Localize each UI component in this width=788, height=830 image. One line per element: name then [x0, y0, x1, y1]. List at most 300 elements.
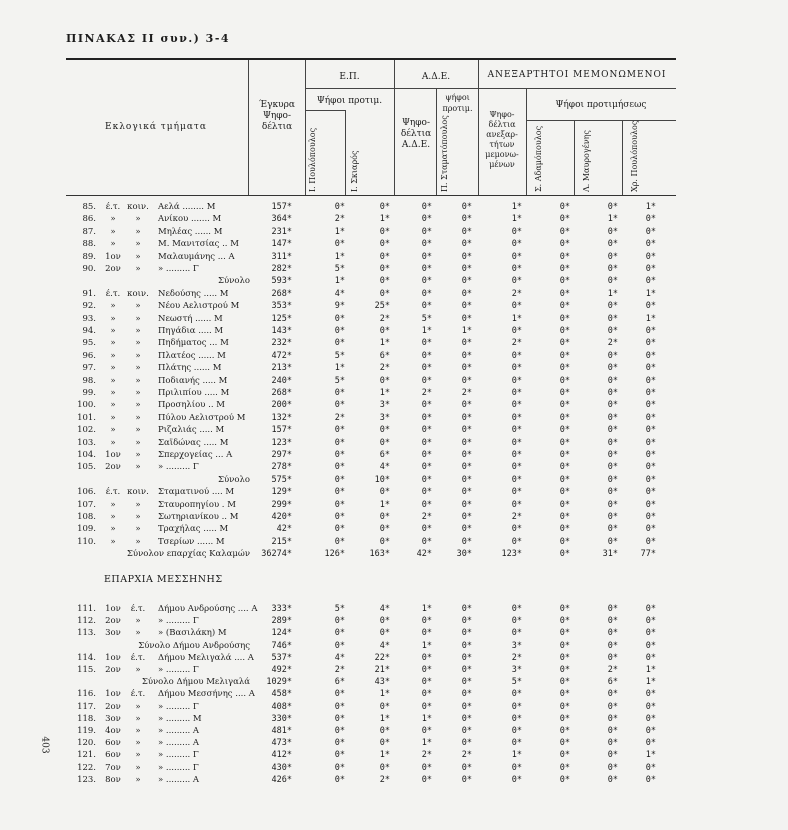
row-value: 0* — [461, 276, 472, 287]
row-value: 0* — [379, 288, 390, 299]
row-value: 0* — [559, 474, 570, 485]
row-value: 4* — [334, 652, 345, 663]
row-value: 0* — [645, 512, 656, 522]
row-number: 110. — [77, 536, 96, 547]
row-value: 0* — [461, 652, 472, 663]
row-value: 0* — [379, 226, 390, 237]
row-value: 0* — [559, 338, 570, 349]
row-value: 0* — [511, 616, 522, 627]
row-value: 1* — [645, 288, 656, 299]
row-type: » — [135, 713, 141, 724]
row-value: 0* — [511, 350, 522, 361]
row-value: 0* — [645, 652, 656, 663]
row-value: 0* — [511, 774, 522, 785]
row-type: » — [135, 388, 141, 398]
row-value: 0* — [511, 450, 522, 460]
row-value: 268* — [271, 388, 292, 398]
table-row — [0, 475, 788, 486]
row-value: 0* — [645, 604, 656, 614]
row-value: 0* — [511, 762, 522, 773]
row-value: 5* — [334, 375, 345, 386]
row-value: 132* — [271, 412, 292, 423]
row-value: 0* — [645, 400, 656, 411]
row-value: 0* — [511, 425, 522, 436]
row-value: 0* — [379, 524, 390, 535]
row-value: 1* — [421, 738, 432, 749]
row-value: 0* — [607, 536, 618, 547]
row-type: » — [135, 462, 141, 473]
row-value: 0* — [645, 276, 656, 287]
row-type: » — [135, 437, 141, 448]
row-value: 0* — [461, 774, 472, 785]
row-value: 0* — [559, 689, 570, 700]
row-value: 2* — [334, 665, 345, 675]
row-value: 123* — [271, 437, 292, 448]
row-value: 0* — [607, 713, 618, 724]
row-value: 0* — [421, 499, 432, 510]
row-value: 0* — [334, 689, 345, 700]
row-district: 1ον — [105, 450, 121, 460]
table-row — [0, 763, 788, 774]
row-value: 147* — [271, 239, 292, 250]
row-value: 0* — [511, 524, 522, 535]
row-value: 0* — [334, 462, 345, 473]
group-rule — [305, 110, 345, 111]
header-independent-ballots: Ψηφο- δέλτια ανεξαρ- τήτων μεμονω- μένων — [485, 110, 519, 169]
row-value: 0* — [645, 487, 656, 498]
row-value: 0* — [645, 450, 656, 460]
row-number: 117. — [77, 701, 96, 712]
row-value: 1* — [379, 689, 390, 700]
row-value: 0* — [559, 226, 570, 237]
row-value: 2* — [511, 652, 522, 663]
row-type: » — [135, 326, 141, 336]
row-type: » — [135, 665, 141, 675]
row-name: Ανίκου ....... Μ — [158, 214, 222, 225]
row-value: 0* — [645, 762, 656, 773]
row-value: 0* — [645, 239, 656, 250]
row-value: 0* — [461, 677, 472, 688]
row-type: » — [135, 750, 141, 761]
row-value: 0* — [607, 640, 618, 651]
row-value: 0* — [607, 313, 618, 324]
row-value: 163* — [369, 549, 390, 560]
row-type: » — [135, 251, 141, 262]
header-ep: Ε.Π. — [339, 72, 360, 82]
row-value: 593* — [271, 276, 292, 287]
row-value: 0* — [559, 726, 570, 736]
row-value: 0* — [607, 689, 618, 700]
row-value: 0* — [421, 276, 432, 287]
row-value: 0* — [421, 487, 432, 498]
row-value: 0* — [461, 313, 472, 324]
row-district: » — [110, 326, 116, 336]
row-value: 0* — [421, 762, 432, 773]
row-value: 0* — [559, 628, 570, 639]
row-value: 0* — [511, 301, 522, 312]
row-value: 0* — [334, 524, 345, 535]
page-number: 403 — [39, 736, 50, 754]
row-value: 2* — [379, 363, 390, 374]
row-value: 125* — [271, 313, 292, 324]
row-name: Πύλου Αελιστρού Μ — [158, 412, 246, 423]
row-value: 0* — [559, 239, 570, 250]
row-value: 0* — [334, 388, 345, 398]
page-header: ΠΙΝΑΚΑΣ ΙΙ συν.) 3-4 — [66, 32, 231, 45]
table-row — [0, 726, 788, 737]
row-value: 0* — [559, 350, 570, 361]
row-name: » ......... Α — [158, 726, 200, 736]
row-number: 102. — [77, 425, 96, 436]
row-name: » (Βασιλάκη) Μ — [158, 628, 227, 639]
row-value: 0* — [334, 400, 345, 411]
row-value: 0* — [645, 701, 656, 712]
table-row — [0, 689, 788, 700]
row-value: 0* — [461, 462, 472, 473]
row-value: 0* — [511, 604, 522, 614]
row-value: 1* — [511, 313, 522, 324]
row-district: 7ον — [105, 762, 121, 773]
row-value: 0* — [645, 738, 656, 749]
row-value: 0* — [559, 750, 570, 761]
row-number: 111. — [77, 604, 96, 614]
row-value: 0* — [511, 375, 522, 386]
row-value: 0* — [559, 713, 570, 724]
row-value: 0* — [645, 726, 656, 736]
row-district: 2ον — [105, 701, 121, 712]
row-value: 0* — [511, 462, 522, 473]
row-value: 124* — [271, 628, 292, 639]
header-independent-preference: Ψήφοι προτιμήσεως — [555, 100, 647, 110]
row-name: » ......... Γ — [158, 701, 199, 712]
table-row — [0, 214, 788, 225]
row-value: 0* — [645, 412, 656, 423]
table-row — [0, 775, 788, 786]
row-value: 1* — [379, 338, 390, 349]
row-number: 88. — [82, 239, 96, 250]
row-district: » — [110, 338, 116, 349]
row-type: έ.τ. — [130, 652, 146, 663]
row-value: 0* — [421, 400, 432, 411]
row-type: » — [135, 425, 141, 436]
row-value: 0* — [607, 412, 618, 423]
row-value: 0* — [559, 202, 570, 212]
row-value: 1* — [334, 363, 345, 374]
row-value: 0* — [607, 474, 618, 485]
row-value: 0* — [607, 462, 618, 473]
row-district: 4ον — [105, 726, 121, 736]
row-name: » ......... Γ — [158, 750, 199, 761]
row-value: 1* — [379, 214, 390, 225]
row-value: 0* — [511, 251, 522, 262]
row-district: 1ον — [105, 604, 121, 614]
row-value: 0* — [511, 388, 522, 398]
row-type: κοιν. — [127, 202, 149, 212]
row-value: 31* — [602, 549, 618, 560]
row-value: 0* — [607, 762, 618, 773]
table-row — [0, 462, 788, 473]
row-value: 0* — [645, 338, 656, 349]
row-value: 0* — [559, 738, 570, 749]
row-value: 1* — [645, 313, 656, 324]
row-value: 0* — [334, 738, 345, 749]
row-value: 0* — [607, 350, 618, 361]
row-value: 0* — [607, 726, 618, 736]
row-value: 0* — [607, 425, 618, 436]
row-district: 6ον — [105, 750, 121, 761]
row-value: 0* — [461, 226, 472, 237]
row-value: 0* — [607, 264, 618, 274]
row-value: 0* — [559, 251, 570, 262]
row-value: 1* — [511, 214, 522, 225]
row-value: 0* — [421, 726, 432, 736]
row-value: 0* — [421, 462, 432, 473]
row-type: » — [135, 616, 141, 627]
header-ade: Α.Δ.Ε. — [421, 72, 451, 82]
row-value: 0* — [645, 689, 656, 700]
row-district: 1ον — [105, 689, 121, 700]
row-value: 0* — [421, 450, 432, 460]
row-name: Νεδούσης ..... Μ — [158, 288, 229, 299]
row-name: Τραχήλας ..... Μ — [158, 524, 229, 535]
row-value: 6* — [379, 350, 390, 361]
row-value: 426* — [271, 774, 292, 785]
row-value: 0* — [607, 239, 618, 250]
table-row — [0, 400, 788, 411]
row-district: 1ον — [105, 251, 121, 262]
table-row — [0, 549, 788, 560]
row-value: 0* — [379, 326, 390, 336]
row-name: Μαλαυμάνης ... Α — [158, 251, 235, 262]
column-divider — [345, 110, 346, 195]
row-district: 2ον — [105, 616, 121, 627]
row-value: 0* — [511, 726, 522, 736]
row-type: » — [135, 450, 141, 460]
row-value: 2* — [421, 512, 432, 522]
row-value: 6* — [607, 677, 618, 688]
row-value: 0* — [645, 524, 656, 535]
header-ade-ballots: Ψηφο- δέλτια Α.Δ.Ε. — [400, 118, 432, 150]
row-name: Σωτηριανίκου .. Μ — [158, 512, 239, 522]
row-district: έ.τ. — [105, 202, 121, 212]
row-value: 0* — [461, 713, 472, 724]
row-value: 0* — [511, 713, 522, 724]
row-value: 1* — [645, 677, 656, 688]
row-name: Πλάτης ...... Μ — [158, 363, 222, 374]
row-value: 364* — [271, 214, 292, 225]
row-name: Πηδήματος ... Μ — [158, 338, 229, 349]
table-row — [0, 628, 788, 639]
header-sections: Εκλογικά τμήματα — [105, 122, 207, 132]
row-value: 408* — [271, 701, 292, 712]
header-valid-ballots: Έγκυρα Ψηφο- δέλτια — [259, 100, 295, 132]
row-value: 0* — [511, 738, 522, 749]
row-value: 1* — [645, 665, 656, 675]
row-value: 3* — [379, 412, 390, 423]
row-value: 0* — [559, 701, 570, 712]
row-value: 3* — [511, 640, 522, 651]
row-value: 0* — [334, 313, 345, 324]
row-value: 2* — [607, 338, 618, 349]
row-value: 0* — [421, 616, 432, 627]
row-value: 0* — [607, 276, 618, 287]
row-value: 0* — [461, 536, 472, 547]
row-value: 1* — [379, 750, 390, 761]
row-value: 0* — [607, 301, 618, 312]
row-district: » — [110, 301, 116, 312]
row-value: 0* — [511, 326, 522, 336]
row-value: 0* — [421, 774, 432, 785]
row-type: κοιν. — [127, 487, 149, 498]
row-value: 0* — [379, 701, 390, 712]
row-value: 77* — [640, 549, 656, 560]
row-value: 481* — [271, 726, 292, 736]
row-value: 0* — [559, 437, 570, 448]
row-value: 472* — [271, 350, 292, 361]
row-value: 0* — [645, 499, 656, 510]
row-value: 0* — [645, 774, 656, 785]
row-type: » — [135, 524, 141, 535]
row-district: 3ον — [105, 628, 121, 639]
row-name: » ......... Γ — [158, 264, 199, 274]
row-name: » ......... Γ — [158, 462, 199, 473]
row-value: 0* — [645, 425, 656, 436]
row-number: 100. — [77, 400, 96, 411]
row-number: 114. — [77, 652, 96, 663]
table-row — [0, 425, 788, 436]
row-district: 3ον — [105, 713, 121, 724]
row-value: 0* — [379, 616, 390, 627]
row-number: 87. — [82, 226, 96, 237]
row-district: 6ον — [105, 738, 121, 749]
row-value: 0* — [511, 474, 522, 485]
table-row — [0, 351, 788, 362]
row-value: 0* — [379, 375, 390, 386]
row-name: Δήμου Μεσσήνης .... Α — [158, 689, 255, 700]
row-value: 0* — [421, 536, 432, 547]
row-value: 0* — [461, 524, 472, 535]
row-value: 278* — [271, 462, 292, 473]
row-value: 0* — [334, 326, 345, 336]
row-value: 0* — [421, 701, 432, 712]
table-row — [0, 641, 788, 652]
row-name: Τσερίων ...... Μ — [158, 536, 225, 547]
row-type: » — [135, 338, 141, 349]
row-name: Μηλέας ...... Μ — [158, 226, 223, 237]
row-value: 0* — [461, 628, 472, 639]
row-value: 0* — [334, 640, 345, 651]
table-row — [0, 202, 788, 213]
row-value: 0* — [461, 726, 472, 736]
row-value: 0* — [645, 536, 656, 547]
row-type: » — [135, 375, 141, 386]
row-value: 200* — [271, 400, 292, 411]
table-row — [0, 376, 788, 387]
row-value: 0* — [559, 462, 570, 473]
row-number: 107. — [77, 499, 96, 510]
row-value: 0* — [607, 251, 618, 262]
row-number: 106. — [77, 487, 96, 498]
header-ep-preference: Ψήφοι προτιμ. — [316, 96, 383, 106]
row-value: 0* — [461, 604, 472, 614]
row-number: 86. — [82, 214, 96, 225]
row-value: 268* — [271, 288, 292, 299]
row-value: 333* — [271, 604, 292, 614]
row-value: 1* — [379, 713, 390, 724]
row-value: 0* — [511, 276, 522, 287]
row-value: 0* — [461, 487, 472, 498]
row-value: 0* — [461, 264, 472, 274]
header-candidate-poulopoulos-chr: Χρ. Πουλόπουλος — [630, 120, 639, 192]
row-value: 42* — [416, 549, 432, 560]
row-value: 0* — [421, 425, 432, 436]
table-row — [0, 264, 788, 275]
row-value: 0* — [379, 239, 390, 250]
row-value: 123* — [501, 549, 522, 560]
row-value: 0* — [559, 276, 570, 287]
row-value: 21* — [374, 665, 390, 675]
row-value: 0* — [607, 616, 618, 627]
row-number: 115. — [77, 665, 96, 675]
row-value: 0* — [461, 499, 472, 510]
row-value: 0* — [559, 313, 570, 324]
row-value: 0* — [379, 762, 390, 773]
row-value: 0* — [421, 628, 432, 639]
row-type: » — [135, 400, 141, 411]
row-value: 0* — [461, 363, 472, 374]
row-district: έ.τ. — [105, 288, 121, 299]
row-value: 282* — [271, 264, 292, 274]
table-row — [0, 413, 788, 424]
row-district: » — [110, 388, 116, 398]
row-district: » — [110, 524, 116, 535]
row-value: 0* — [334, 726, 345, 736]
row-value: 0* — [334, 437, 345, 448]
row-value: 0* — [511, 226, 522, 237]
row-number: 104. — [77, 450, 96, 460]
table-row — [0, 301, 788, 312]
row-value: 129* — [271, 487, 292, 498]
row-value: 0* — [511, 363, 522, 374]
row-value: 0* — [379, 487, 390, 498]
row-value: 0* — [334, 616, 345, 627]
row-value: 0* — [461, 301, 472, 312]
row-value: 0* — [421, 264, 432, 274]
row-value: 5* — [511, 677, 522, 688]
row-value: 215* — [271, 536, 292, 547]
row-type: » — [135, 536, 141, 547]
row-value: 0* — [645, 375, 656, 386]
row-value: 43* — [374, 677, 390, 688]
row-value: 0* — [645, 388, 656, 398]
row-value: 0* — [334, 628, 345, 639]
row-value: 0* — [334, 474, 345, 485]
header-independents: ΑΝΕΞΑΡΤΗΤΟΙ ΜΕΜΟΝΩΜΕΝΟΙ — [487, 70, 667, 80]
row-value: 5* — [421, 313, 432, 324]
row-value: 299* — [271, 499, 292, 510]
row-value: 0* — [421, 474, 432, 485]
row-value: 0* — [607, 450, 618, 460]
row-name: Μ. Μανιτσίας .. Μ — [158, 239, 239, 250]
row-number: 113. — [77, 628, 96, 639]
row-value: 4* — [379, 604, 390, 614]
row-value: 4* — [379, 640, 390, 651]
row-name: » ......... Α — [158, 774, 200, 785]
row-name: Σταυροπηγίου . Μ — [158, 499, 236, 510]
row-value: 0* — [421, 375, 432, 386]
row-value: 0* — [421, 350, 432, 361]
row-number: 122. — [77, 762, 96, 773]
